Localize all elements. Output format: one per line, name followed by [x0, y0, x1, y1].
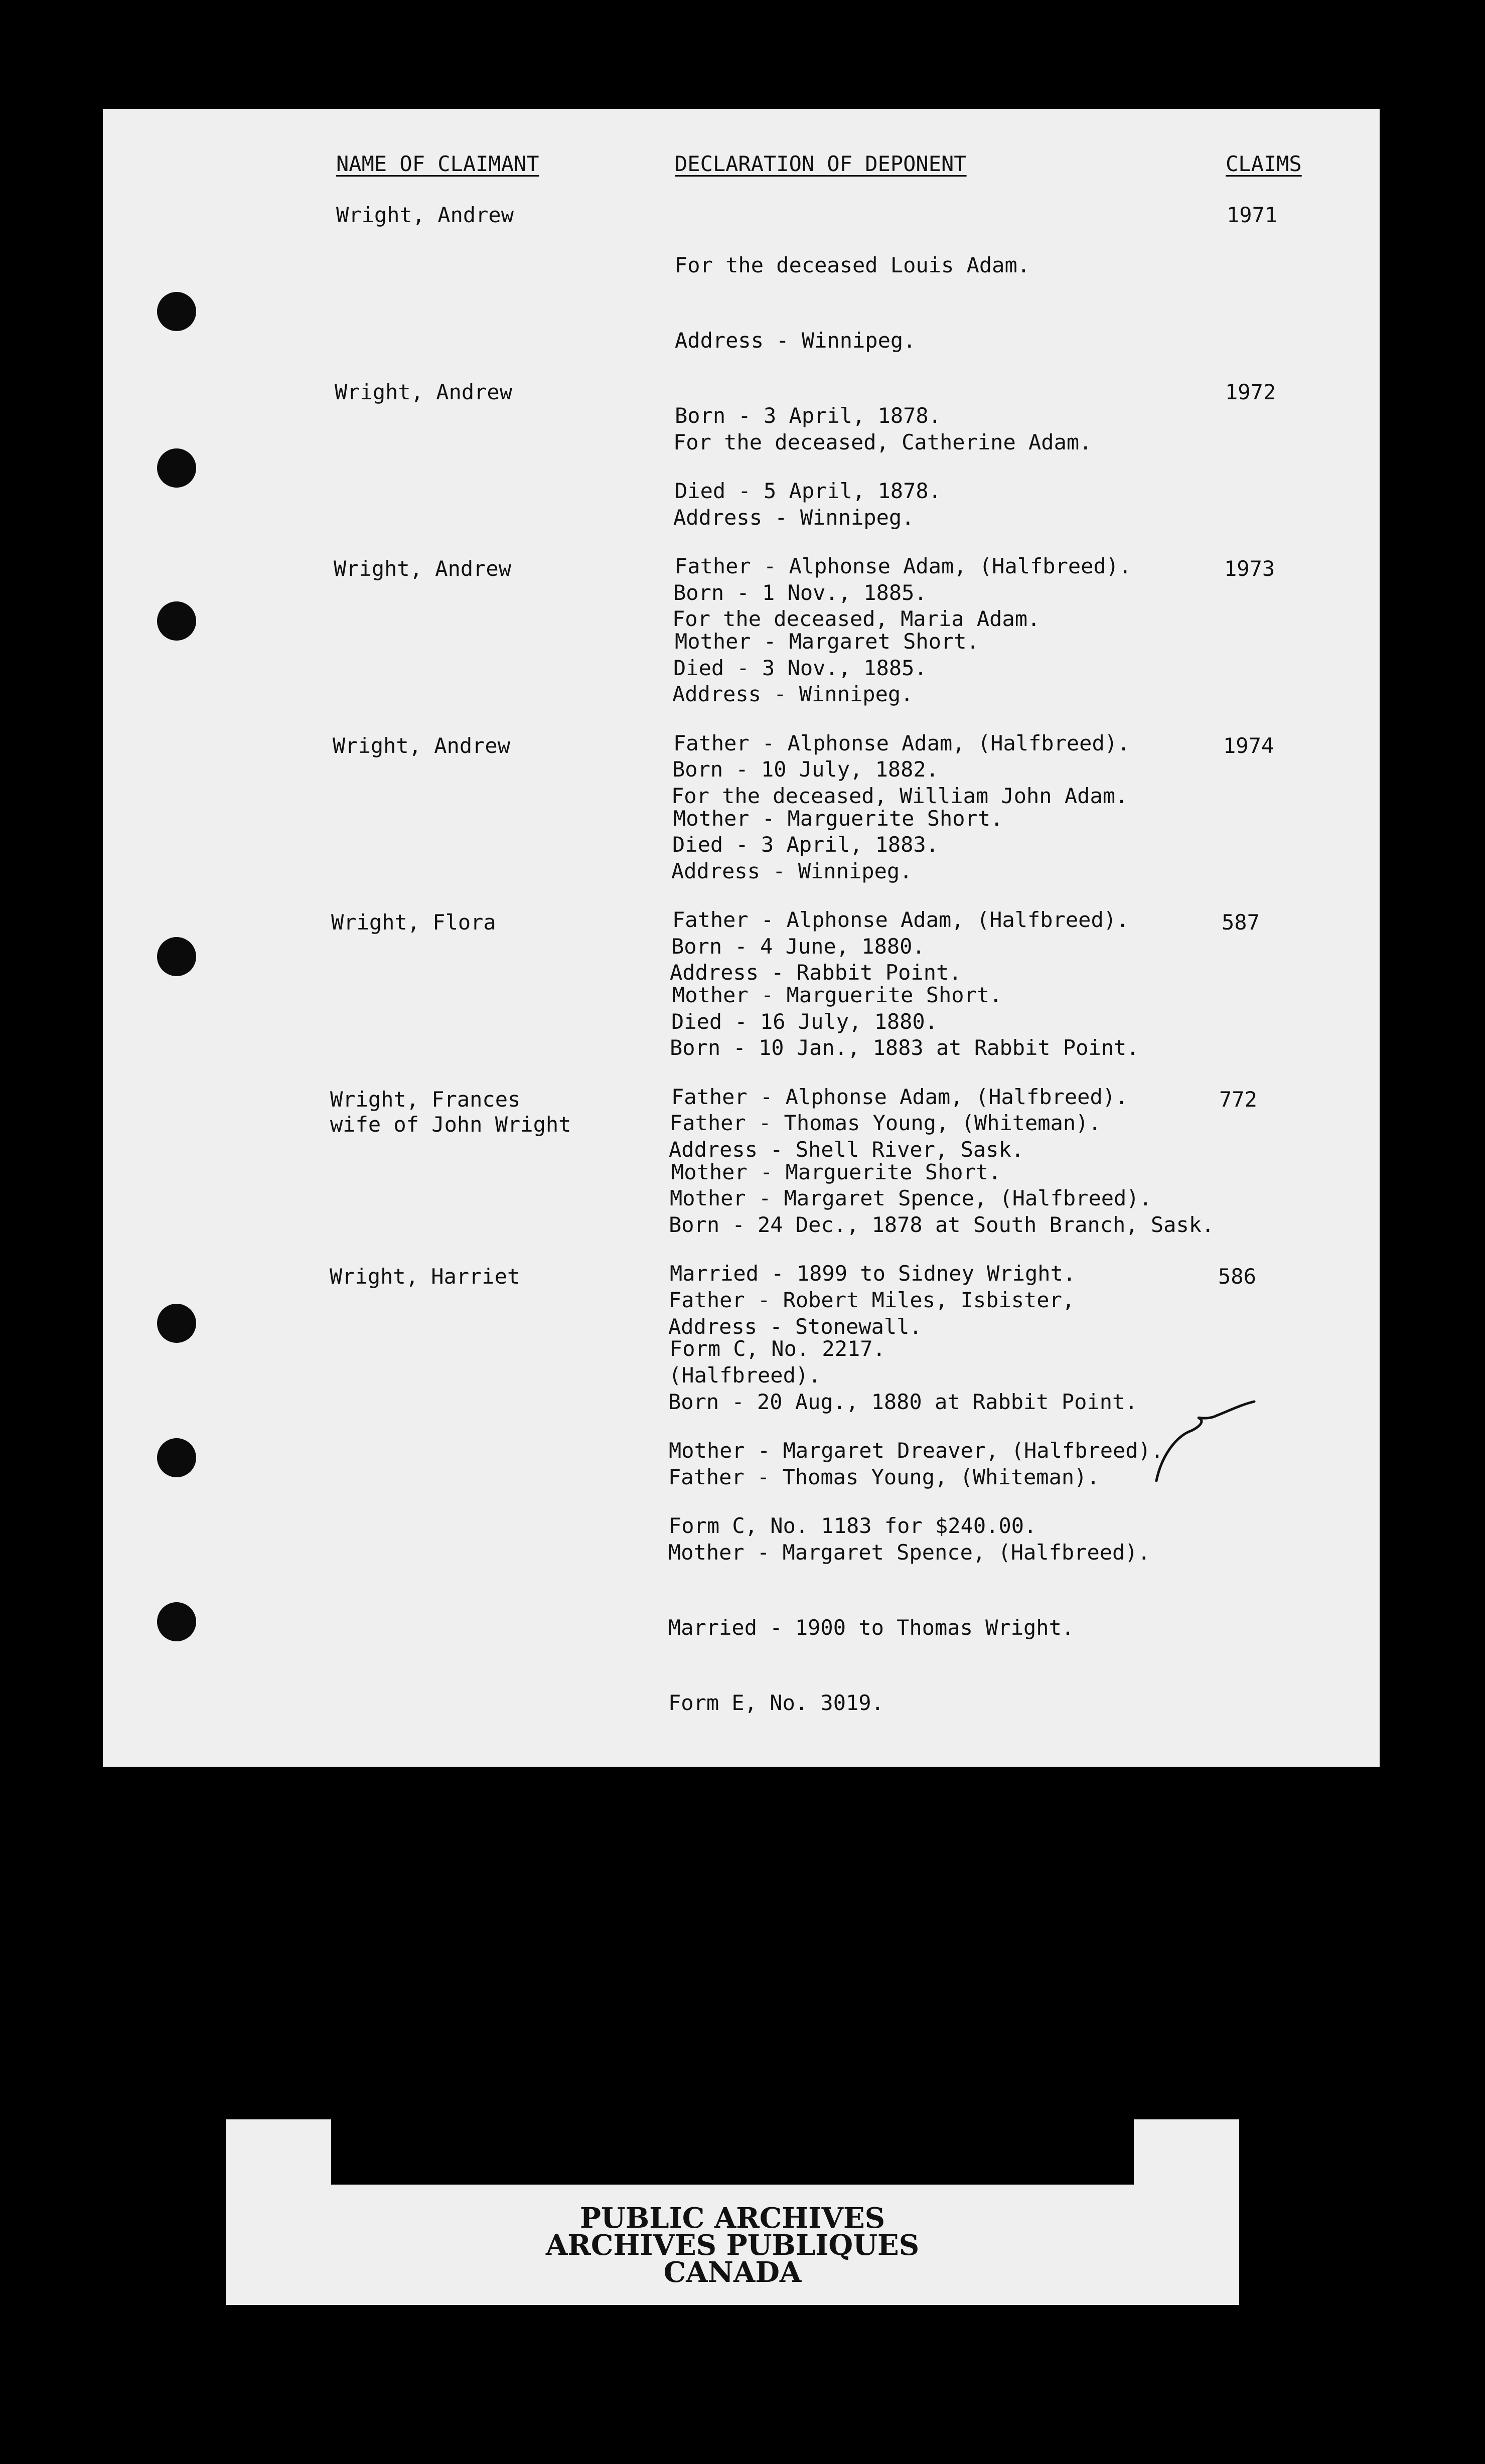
- claim-number: 1971: [1227, 203, 1278, 227]
- claim-number: 772: [1219, 1087, 1257, 1112]
- declaration-line: Form C, No. 1183 for $240.00.: [669, 1513, 1037, 1538]
- declaration-line: Address - Winnipeg.: [672, 682, 914, 706]
- declaration-line: Born - 1 Nov., 1885.: [673, 580, 927, 605]
- declaration-line: Father - Alphonse Adam, (Halfbreed).: [671, 1085, 1128, 1109]
- declaration-line: Died - 16 July, 1880.: [671, 1009, 938, 1034]
- declaration-line: Father - Alphonse Adam, (Halfbreed).: [673, 731, 1130, 755]
- declaration-line: Form E, No. 3019.: [668, 1690, 884, 1715]
- declaration-line: Father - Thomas Young, (Whiteman).: [668, 1465, 1100, 1489]
- pen-mark: [1146, 1391, 1267, 1491]
- header-claimant: NAME OF CLAIMANT: [336, 151, 539, 176]
- declaration-line: Born - 10 July, 1882.: [672, 757, 939, 782]
- declaration-line: Father - Alphonse Adam, (Halfbreed).: [672, 907, 1129, 932]
- declaration-line: For the deceased Louis Adam.: [675, 253, 1030, 277]
- binder-hole: [157, 448, 196, 488]
- claimant-name: Wright, Harriet: [330, 1264, 520, 1289]
- declaration-line: Address - Stonewall.: [668, 1314, 922, 1339]
- declaration-line: Mother - Margaret Short.: [675, 629, 979, 654]
- declaration-line: Born - 24 Dec., 1878 at South Branch, Sask.: [669, 1212, 1215, 1237]
- claim-number: 587: [1222, 910, 1260, 935]
- declaration-line: Father - Thomas Young, (Whiteman).: [670, 1111, 1101, 1135]
- binder-hole: [157, 937, 196, 976]
- declaration-line: Born - 10 Jan., 1883 at Rabbit Point.: [670, 1035, 1139, 1060]
- declaration-line: For the deceased, Maria Adam.: [672, 606, 1041, 631]
- header-claims: CLAIMS: [1226, 151, 1302, 176]
- declaration-line: Address - Winnipeg.: [671, 859, 913, 883]
- declaration-line: For the deceased, Catherine Adam.: [673, 430, 1092, 454]
- declaration-line: Father - Robert Miles, Isbister,: [669, 1288, 1075, 1312]
- declaration-line: Married - 1899 to Sidney Wright.: [670, 1261, 1076, 1286]
- declaration-line: Mother - Marguerite Short.: [673, 806, 1003, 831]
- declaration-line: Address - Winnipeg.: [675, 328, 916, 353]
- declaration-line: Address - Rabbit Point.: [670, 960, 962, 985]
- declaration-line: Born - 4 June, 1880.: [671, 934, 925, 959]
- binder-hole: [157, 601, 196, 641]
- declaration-line: Mother - Margaret Spence, (Halfbreed).: [668, 1540, 1150, 1565]
- claimant-name: Wright, Andrew: [334, 556, 512, 581]
- header-declaration: DECLARATION OF DEPONENT: [675, 151, 967, 176]
- declaration-line: Mother - Marguerite Short.: [672, 983, 1002, 1007]
- declaration-line: Died - 5 April, 1878.: [675, 479, 942, 503]
- declaration-line: (Halfbreed).: [669, 1363, 821, 1388]
- claim-number: 1973: [1224, 556, 1275, 581]
- declaration-line: Mother - Margaret Dreaver, (Halfbreed).: [669, 1438, 1164, 1463]
- declaration-line: For the deceased, William John Adam.: [671, 784, 1128, 808]
- declaration-line: Born - 20 Aug., 1880 at Rabbit Point.: [668, 1390, 1138, 1414]
- claimant-name: Wright, Andrew: [333, 733, 511, 758]
- label-notch: [331, 2119, 1134, 2185]
- declaration-line: Mother - Margaret Spence, (Halfbreed).: [670, 1186, 1152, 1210]
- claim-number: 586: [1218, 1264, 1256, 1289]
- declaration-line: Born - 3 April, 1878.: [675, 403, 942, 428]
- binder-hole: [157, 1602, 196, 1641]
- claimant-name: Wright, Frances wife of John Wright: [330, 1087, 571, 1137]
- binder-hole: [157, 1304, 196, 1343]
- claimant-name: Wright, Andrew: [335, 380, 513, 404]
- binder-hole: [157, 1438, 196, 1477]
- archive-label-text: [226, 2202, 1239, 2289]
- declaration-line: Married - 1900 to Thomas Wright.: [668, 1615, 1075, 1640]
- archive-label-line: ARCHIVES PUBLIQUES: [545, 2229, 920, 2262]
- claim-number: 1972: [1225, 380, 1276, 404]
- claimant-name: Wright, Flora: [331, 910, 496, 935]
- binder-hole: [157, 292, 196, 331]
- archive-label-line: PUBLIC ARCHIVES: [579, 2202, 885, 2235]
- declaration-line: Address - Winnipeg.: [673, 505, 915, 530]
- archive-label: [226, 2119, 1239, 2305]
- declaration-line: Died - 3 Nov., 1885.: [673, 656, 927, 680]
- claim-number: 1974: [1223, 733, 1274, 758]
- declaration-line: Died - 3 April, 1883.: [672, 832, 939, 857]
- claimant-name: Wright, Andrew: [336, 203, 514, 227]
- declaration-text: [668, 1264, 1150, 1766]
- archive-label-line: CANADA: [663, 2256, 802, 2289]
- declaration-line: Address - Shell River, Sask.: [669, 1137, 1024, 1162]
- document-page: [103, 109, 1380, 1767]
- declaration-line: Form C, No. 2217.: [670, 1336, 885, 1361]
- declaration-line: Father - Alphonse Adam, (Halfbreed).: [675, 554, 1132, 578]
- declaration-line: Mother - Marguerite Short.: [671, 1160, 1001, 1184]
